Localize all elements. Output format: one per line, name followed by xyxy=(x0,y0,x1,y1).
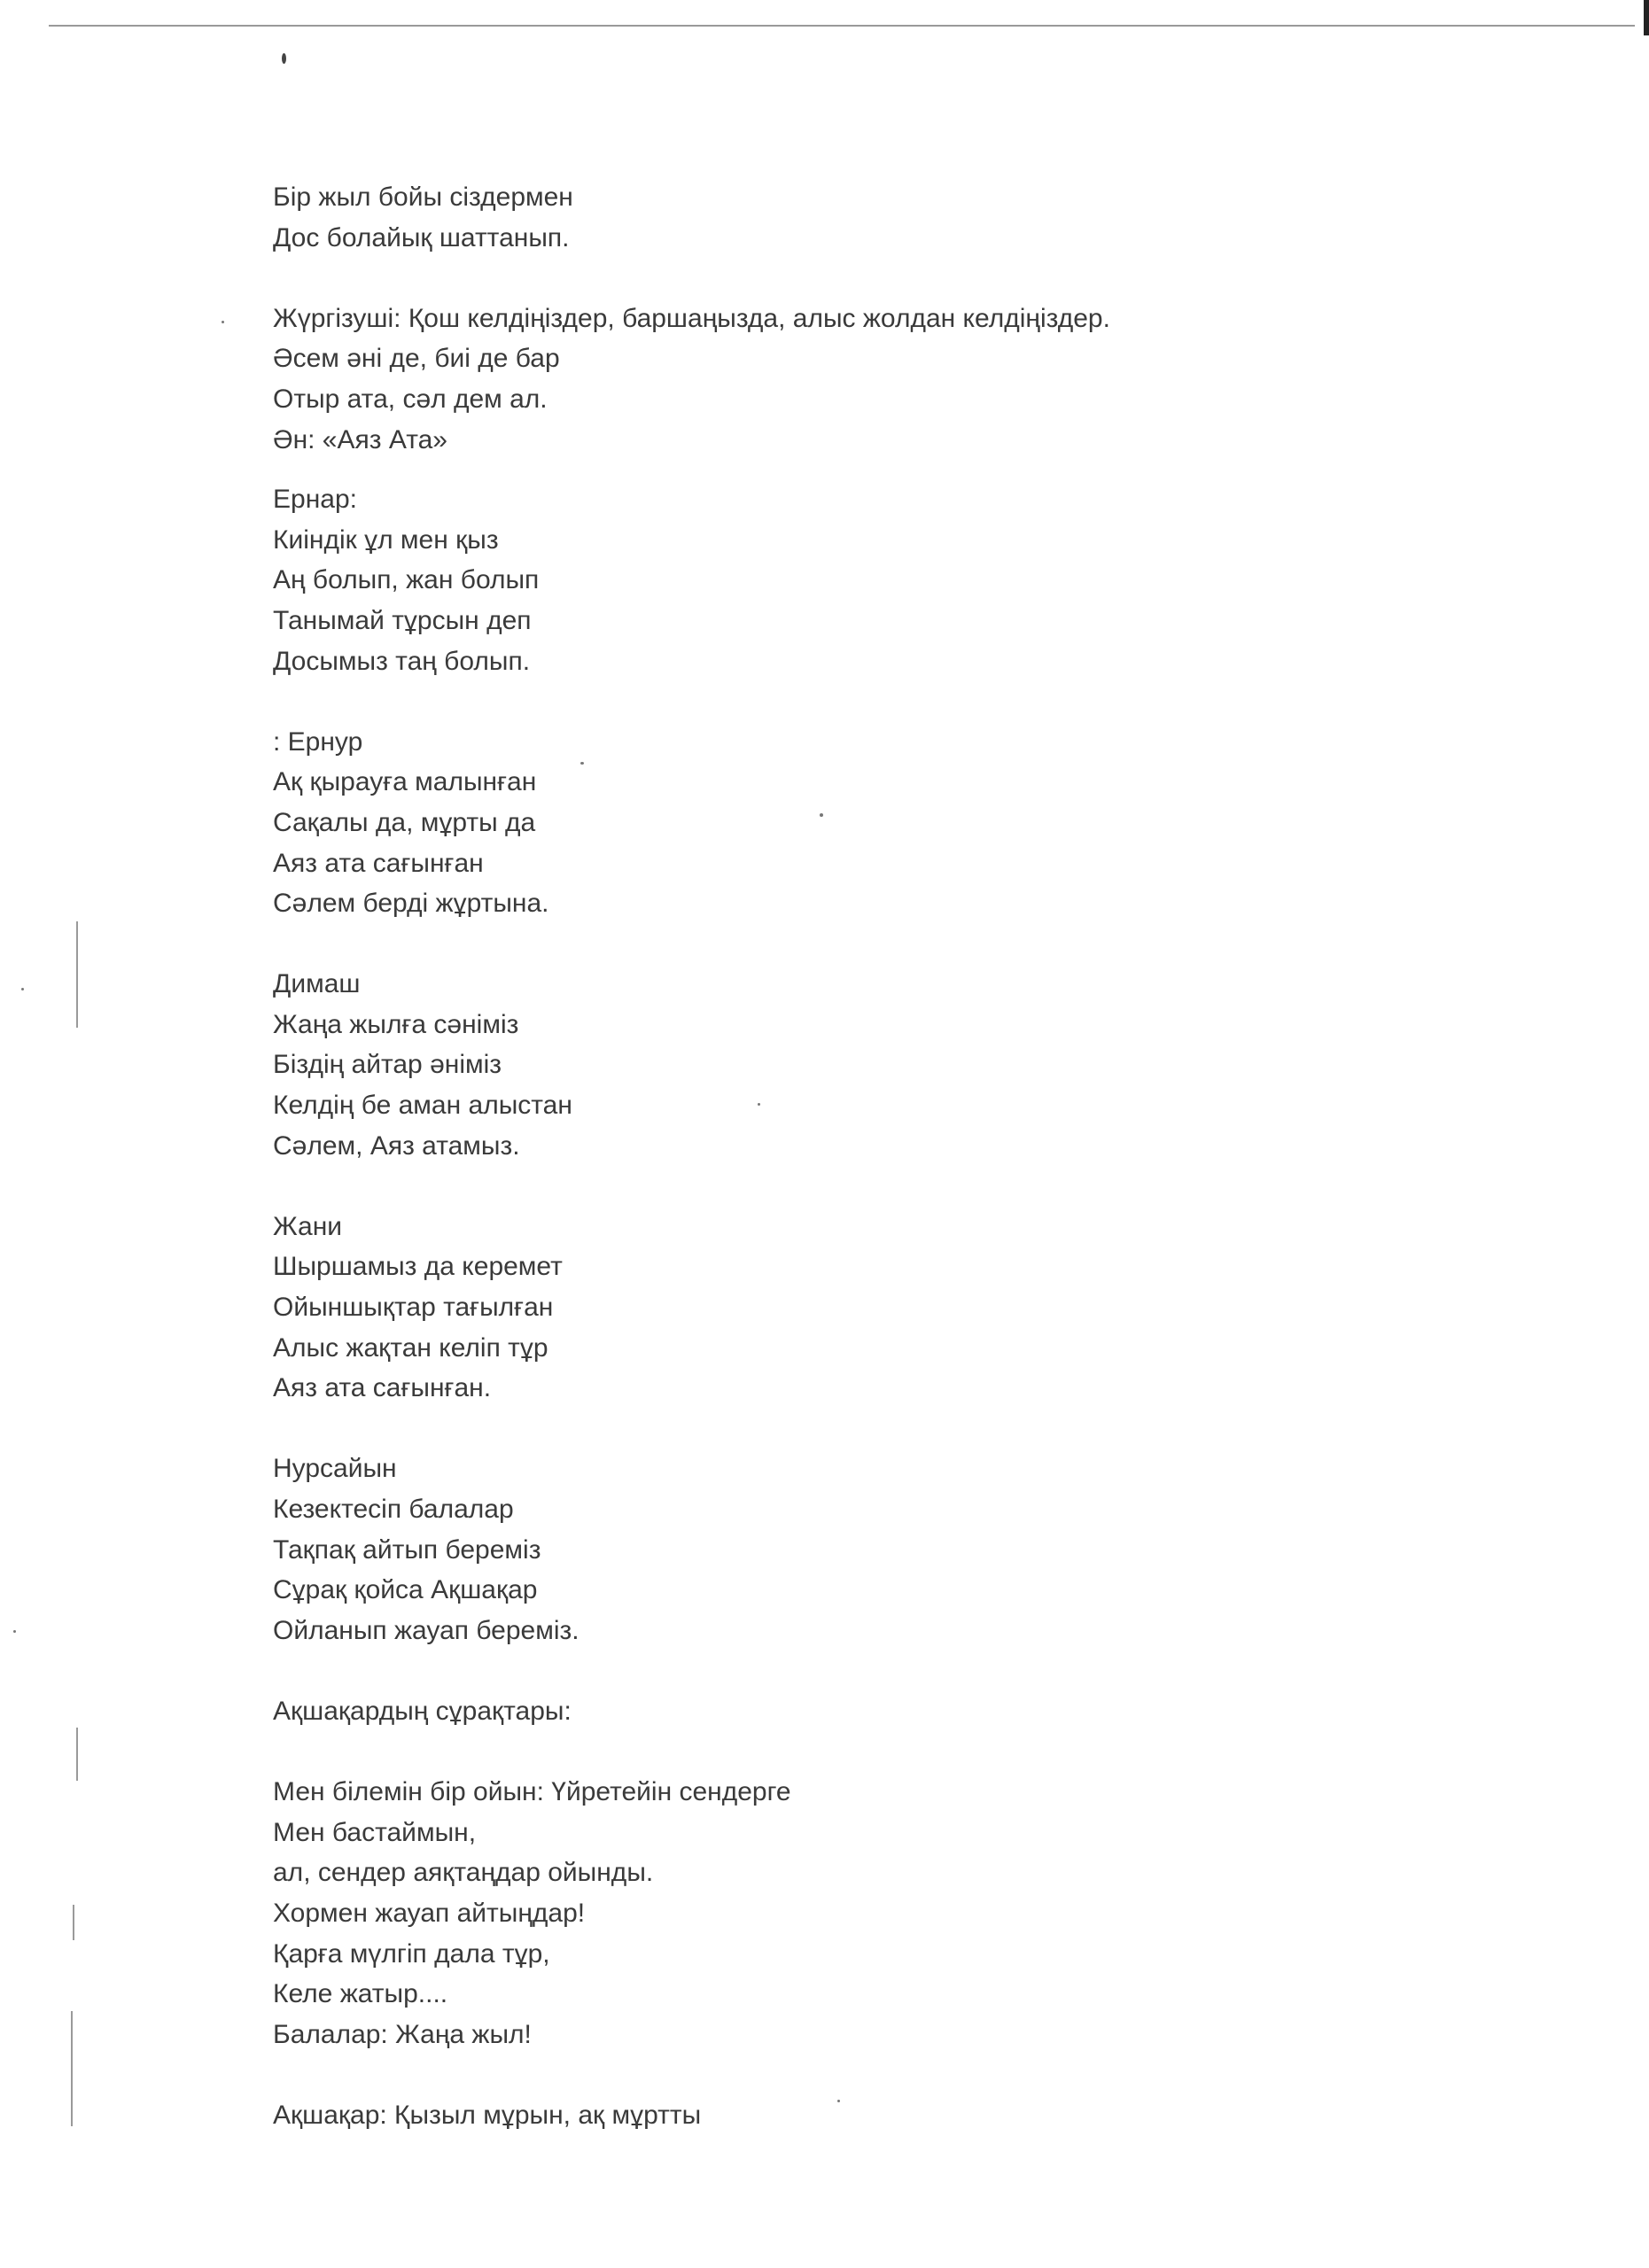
text-line: Сәлем берді жұртына. xyxy=(273,889,549,919)
game-stanza xyxy=(273,1772,1513,2054)
text-line: Ән: «Аяз Ата» xyxy=(273,424,447,454)
text-line: Балалар: Жаңа жыл! xyxy=(273,2019,532,2049)
text-line: Танымай тұрсын деп xyxy=(273,605,532,635)
text-line: Мен білемін бір ойын: Үйретейін сендерге xyxy=(273,1777,791,1807)
speaker-name: : Ернур xyxy=(273,726,363,757)
binder-mark xyxy=(76,1728,78,1781)
dimash-stanza xyxy=(273,964,1513,1166)
nursaiyn-stanza xyxy=(273,1449,1513,1651)
text-line: Хормен жауап айтыңдар! xyxy=(273,1898,586,1928)
text-line: Сәлем, Аяз атамыз. xyxy=(273,1130,520,1161)
ernar-stanza xyxy=(273,479,1513,681)
speaker-name: Нурсайын xyxy=(273,1454,397,1484)
text-line: Аң болып, жан болып xyxy=(273,565,540,595)
zhani-stanza xyxy=(273,1207,1513,1409)
text-line: Мен бастаймын, xyxy=(273,1817,477,1847)
text-line: Ойыншықтар тағылған xyxy=(273,1293,554,1323)
text-line: Қарға мүлгіп дала тұр, xyxy=(273,1938,550,1969)
text-line: Кезектесіп балалар xyxy=(273,1495,514,1524)
text-line: Алыс жақтан келіп тұр xyxy=(273,1332,548,1363)
text-line: Сақалы да, мұрты да xyxy=(273,807,536,837)
text-line: Отыр ата, сәл дем ал. xyxy=(273,384,548,414)
text-line: Жаңа жылға сәніміз xyxy=(273,1009,519,1039)
akshakar-stanza xyxy=(273,2095,1513,2136)
questions-heading xyxy=(273,1691,1513,1732)
text-line: Бір жыл бойы сіздермен xyxy=(273,183,573,212)
document-text xyxy=(273,177,1513,2136)
text-line: Аяз ата сағынған. xyxy=(273,1373,492,1403)
scan-top-edge xyxy=(49,25,1635,27)
scan-speck xyxy=(13,1630,16,1633)
section-heading: Ақшақардың сұрақтары: xyxy=(273,1696,572,1726)
scan-speck xyxy=(222,321,224,323)
speaker-name: Ернар: xyxy=(273,485,357,515)
scan-speck xyxy=(282,53,286,64)
binder-mark xyxy=(76,921,78,1028)
text-line: Сұрақ қойса Ақшақар xyxy=(273,1575,538,1605)
scan-right-edge xyxy=(1644,0,1649,35)
speaker-name: Димаш xyxy=(273,969,361,999)
text-line: Киіндік ұл мен қыз xyxy=(273,524,499,555)
text-line: Досымыз таң болып. xyxy=(273,646,531,676)
ernur-stanza xyxy=(273,722,1513,924)
host-stanza xyxy=(273,299,1513,460)
scan-speck xyxy=(21,988,24,990)
text-line: Келдің бе аман алыстан xyxy=(273,1091,572,1121)
text-line: Шыршамыз да керемет xyxy=(273,1252,563,1282)
text-line: Дос болайық шаттанып. xyxy=(273,222,570,252)
binder-mark xyxy=(73,1905,74,1940)
text-line: Біздің айтар әніміз xyxy=(273,1050,502,1080)
binder-mark xyxy=(71,2011,73,2126)
text-line: Ойланып жауап береміз. xyxy=(273,1615,579,1645)
speaker-name: Жани xyxy=(273,1211,343,1241)
text-line: Ақшақар: Қызыл мұрын, ақ мұртты xyxy=(273,2100,702,2130)
intro-stanza xyxy=(273,177,1513,258)
text-line: Келе жатыр.... xyxy=(273,1979,448,2009)
text-line: ал, сендер аяқтаңдар ойынды. xyxy=(273,1858,654,1888)
text-line: Әсем әні де, биі де бар xyxy=(273,344,560,374)
text-line: Аяз ата сағынған xyxy=(273,848,484,878)
text-line: Тақпақ айтып береміз xyxy=(273,1534,541,1565)
text-line: Ақ қырауға малынған xyxy=(273,767,537,797)
text-line: Жүргізуші: Қош келдіңіздер, баршаңызда, алыс жолдан келдіңіздер. xyxy=(273,303,1110,333)
